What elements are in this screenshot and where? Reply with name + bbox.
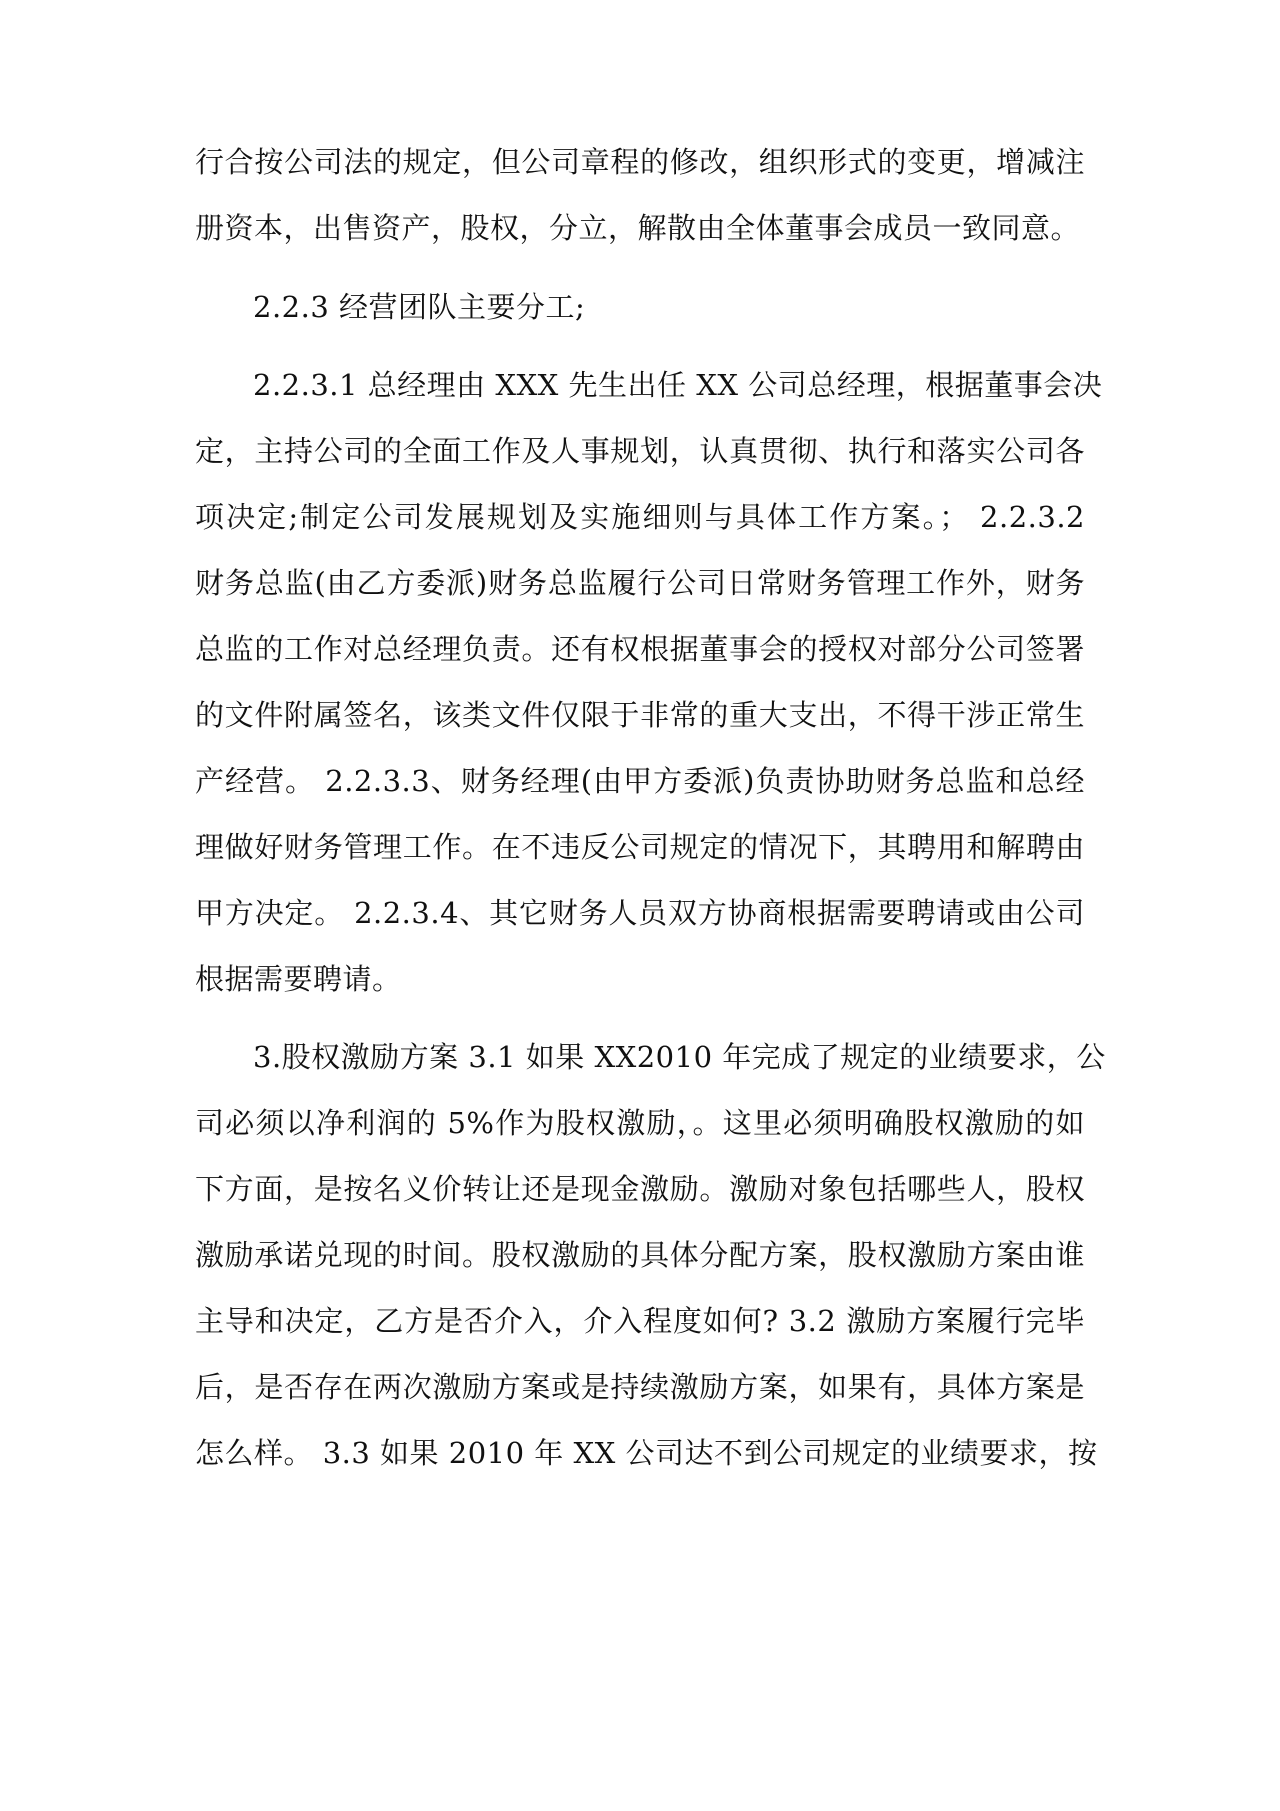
text-line: 怎么样。 3.3 如果 2010 年 XX 公司达不到公司规定的业绩要求，按 xyxy=(195,1436,1098,1470)
text-line: 后，是否存在两次激励方案或是持续激励方案，如果有，具体方案是 xyxy=(195,1370,1085,1404)
text-line: 册资本，出售资产，股权，分立，解散由全体董事会成员一致同意。 xyxy=(195,211,1081,245)
text-line: 根据需要聘请。 xyxy=(195,962,402,996)
text-line: 理做好财务管理工作。在不违反公司规定的情况下，其聘用和解聘由 xyxy=(195,830,1085,864)
text-line: 2.2.3.1 总经理由 XXX 先生出任 XX 公司总经理，根据董事会决 xyxy=(253,368,1103,402)
text-line: 甲方决定。 2.2.3.4、其它财务人员双方协商根据需要聘请或由公司 xyxy=(195,896,1085,930)
text-line: 总监的工作对总经理负责。还有权根据董事会的授权对部分公司签署 xyxy=(195,632,1085,666)
text-line: 3.股权激励方案 3.1 如果 XX2010 年完成了规定的业绩要求，公 xyxy=(253,1040,1106,1074)
section-heading: 2.2.3 经营团队主要分工; xyxy=(253,290,586,324)
text-line: 定，主持公司的全面工作及人事规划，认真贯彻、执行和落实公司各 xyxy=(195,434,1085,468)
text-line: 激励承诺兑现的时间。股权激励的具体分配方案，股权激励方案由谁 xyxy=(195,1238,1085,1272)
text-line: 主导和决定，乙方是否介入，介入程度如何? 3.2 激励方案履行完毕 xyxy=(195,1304,1085,1338)
text-line: 行合按公司法的规定，但公司章程的修改，组织形式的变更，增减注 xyxy=(195,145,1085,179)
text-line: 财务总监(由乙方委派)财务总监履行公司日常财务管理工作外，财务 xyxy=(195,566,1085,600)
text-line: 的文件附属签名，该类文件仅限于非常的重大支出，不得干涉正常生 xyxy=(195,698,1085,732)
text-line: 产经营。 2.2.3.3、财务经理(由甲方委派)负责协助财务总监和总经 xyxy=(195,764,1085,798)
text-line: 下方面，是按名义价转让还是现金激励。激励对象包括哪些人，股权 xyxy=(195,1172,1085,1206)
text-line: 司必须以净利润的 5%作为股权激励，。这里必须明确股权激励的如 xyxy=(195,1106,1085,1140)
text-line: 项决定;制定公司发展规划及实施细则与具体工作方案。； 2.2.3.2 xyxy=(195,500,1085,534)
